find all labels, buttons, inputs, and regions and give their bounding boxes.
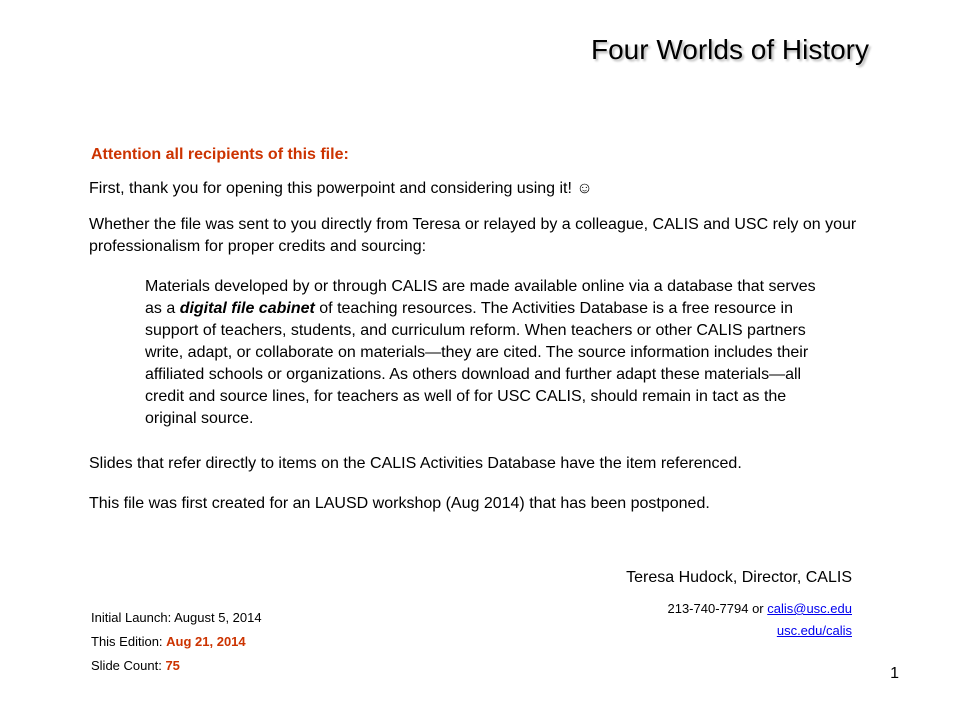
slide-title: Four Worlds of History (591, 34, 869, 65)
edition-date: Aug 21, 2014 (166, 634, 246, 649)
contact-or: or (748, 601, 768, 616)
edition-line (91, 630, 262, 654)
email-link[interactable]: calis@usc.edu (767, 601, 852, 616)
workshop-note: This file was first created for an LAUSD workshop (Aug 2014) that has been postponed. (89, 495, 710, 512)
website-line (667, 620, 852, 642)
edition-info (91, 606, 262, 678)
count-label: Slide Count: (91, 658, 166, 673)
slides-reference-note: Slides that refer directly to items on the CALIS Activities Database have the item referenced. (89, 455, 742, 472)
edition-label: This Edition: (91, 634, 167, 649)
count-line (91, 654, 262, 678)
quote-text-start: Materials developed by or through CALIS are made available online via a database that serves as a (145, 278, 816, 317)
slide-count: 75 (165, 658, 180, 673)
calis-description-block (145, 276, 835, 430)
digital-file-cabinet-emphasis: digital file cabinet (179, 300, 315, 317)
thanks-paragraph: First, thank you for opening this powerpoint and considering using it! ☺ (89, 180, 593, 197)
contact-info (667, 598, 852, 642)
website-link[interactable]: usc.edu/calis (776, 623, 852, 638)
launch-line (91, 606, 262, 630)
signature: Teresa Hudock, Director, CALIS (626, 569, 852, 586)
launch-date: August 5, 2014 (174, 610, 262, 625)
attention-heading: Attention all recipients of this file: (91, 146, 349, 163)
page-number: 1 (890, 665, 899, 682)
contact-line (667, 598, 852, 620)
credits-paragraph: Whether the file was sent to you directly from Teresa or relayed by a colleague, CALIS and USC rely on your professionalism for proper credits and sourcing: (89, 216, 857, 255)
quote-text-end: of teaching resources. The Activities Database is a free resource in support of teachers, students, and curriculum reform. When teachers or other CALIS partners write, adapt, or collaborate on materials—they are cited. The source information includes their affiliated schools or organizations. As others download and further adapt these materials—all credit and source lines, for teachers as well of for USC CALIS, should remain in tact as the original source. (145, 300, 809, 427)
launch-label: Initial Launch: (91, 610, 175, 625)
phone-number: 213-740-7794 (667, 601, 749, 616)
